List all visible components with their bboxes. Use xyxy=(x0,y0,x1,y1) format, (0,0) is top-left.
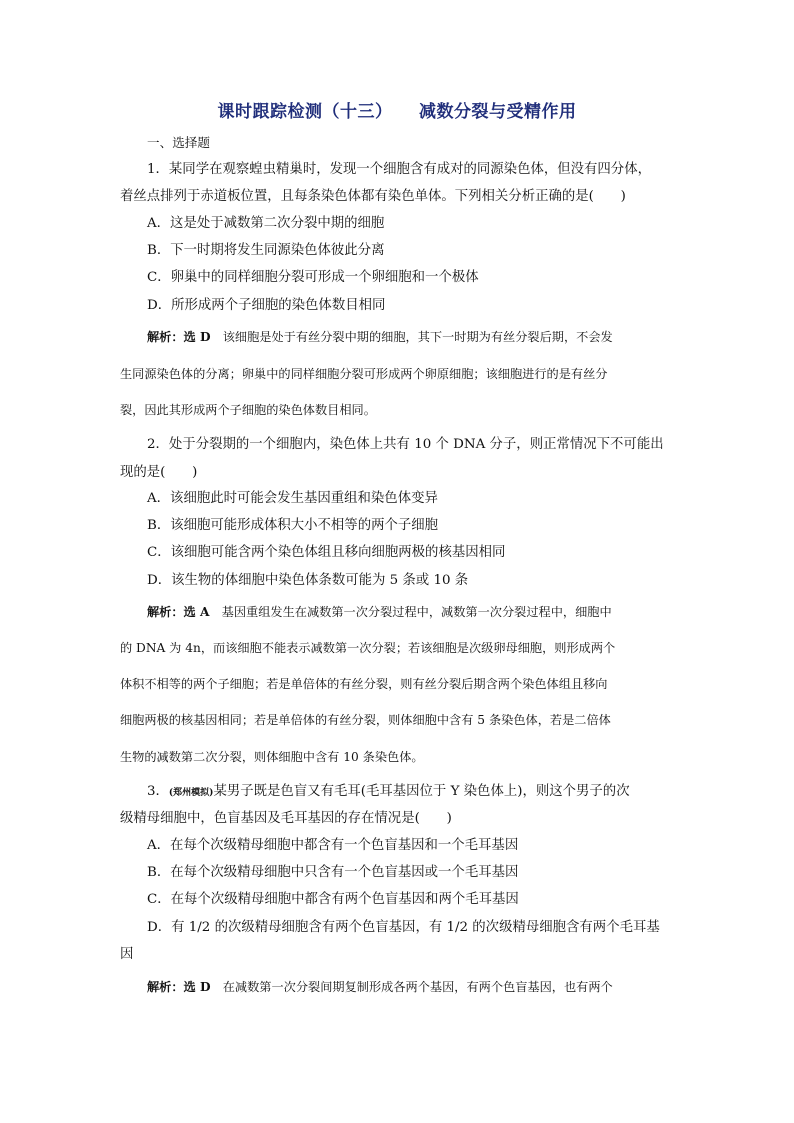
q2-analysis-line3: 体积不相等的两个子细胞；若是单倍体的有丝分裂，则有丝分裂后期含两个染色体组且移向 xyxy=(120,677,608,691)
q1-analysis-text1: 该细胞是处于有丝分裂中期的细胞，其下一时期为有丝分裂后期，不会发 xyxy=(210,330,613,344)
q2-stem-line2: 现的是( ) xyxy=(120,465,198,480)
q1-analysis-line3: 裂，因此其形成两个子细胞的染色体数目相同。 xyxy=(120,403,376,417)
section-heading: 一、选择题 xyxy=(147,135,210,150)
q3-stem-text1: 某男子既是色盲又有毛耳(毛耳基因位于 Y 染色体上)，则这个男子的次 xyxy=(213,784,630,799)
page-title: 课时跟踪检测（十三） 减数分裂与受精作用 xyxy=(217,102,577,122)
q3-option-d-line2: 因 xyxy=(120,947,134,962)
q2-option-a: A．该细胞此时可能会发生基因重组和染色体变异 xyxy=(147,491,438,506)
q3-stem-line1 xyxy=(147,783,630,802)
q1-option-c: C．卵巢中的同样细胞分裂可形成一个卵细胞和一个极体 xyxy=(147,270,479,285)
q1-stem-line1: 1．某同学在观察蝗虫精巢时，发现一个细胞含有成对的同源染色体，但没有四分体， xyxy=(147,162,651,177)
q2-option-d: D．该生物的体细胞中染色体条数可能为 5 条或 10 条 xyxy=(147,573,469,588)
q2-analysis-line5: 生物的减数第二次分裂，则体细胞中含有 10 条染色体。 xyxy=(120,750,424,764)
q3-option-a: A．在每个次级精母细胞中都含有一个色盲基因和一个毛耳基因 xyxy=(147,838,519,853)
q3-source-tag: (郑州模拟) xyxy=(168,788,214,798)
q2-stem-line1: 2．处于分裂期的一个细胞内，染色体上共有 10 个 DNA 分子，则正常情况下不可能出 xyxy=(147,437,664,452)
q2-option-b: B．该细胞可能形成体积大小不相等的两个子细胞 xyxy=(147,518,439,533)
q1-option-b: B．下一时期将发生同源染色体彼此分离 xyxy=(147,243,385,258)
q1-analysis-label: 解析：选 D xyxy=(147,330,211,344)
q2-analysis-label: 解析：选 A xyxy=(147,605,210,619)
q2-analysis-text1: 基因重组发生在减数第一次分裂过程中，减数第一次分裂过程中，细胞中 xyxy=(209,605,612,619)
q3-option-d-line1: D．有 1/2 的次级精母细胞含有两个色盲基因，有 1/2 的次级精母细胞含有两个毛耳基 xyxy=(147,920,660,935)
q1-option-d: D．所形成两个子细胞的染色体数目相同 xyxy=(147,298,386,313)
q1-option-a: A．这是处于减数第二次分裂中期的细胞 xyxy=(147,216,385,231)
q3-option-c: C．在每个次级精母细胞中都含有两个色盲基因和两个毛耳基因 xyxy=(147,892,519,907)
q2-analysis-line4: 细胞两极的核基因相同；若是单倍体的有丝分裂，则体细胞中含有 5 条染色体，若是二倍体 xyxy=(120,713,611,727)
q3-analysis-label: 解析：选 D xyxy=(147,980,211,994)
q1-analysis-line1 xyxy=(147,328,613,346)
q3-stem-line2: 级精母细胞中，色盲基因及毛耳基因的存在情况是( ) xyxy=(120,811,452,826)
q1-analysis-line2: 生同源染色体的分离；卵巢中的同样细胞分裂可形成两个卵原细胞；该细胞进行的是有丝分 xyxy=(120,367,608,381)
q2-option-c: C．该细胞可能含两个染色体组且移向细胞两极的核基因相同 xyxy=(147,545,506,560)
q3-analysis-text1: 在减数第一次分裂间期复制形成各两个基因，有两个色盲基因，也有两个 xyxy=(210,980,613,994)
q1-stem-line2: 着丝点排列于赤道板位置，且每条染色体都有染色单体。下列相关分析正确的是( ) xyxy=(120,189,626,204)
q2-analysis-line1 xyxy=(147,603,612,621)
q3-number: 3． xyxy=(147,784,169,799)
q3-option-b: B．在每个次级精母细胞中只含有一个色盲基因或一个毛耳基因 xyxy=(147,865,519,880)
q2-analysis-line2: 的 DNA 为 4n，而该细胞不能表示减数第一次分裂；若该细胞是次级卵母细胞，则形成两个 xyxy=(120,641,616,655)
q3-analysis-line1 xyxy=(147,978,613,996)
